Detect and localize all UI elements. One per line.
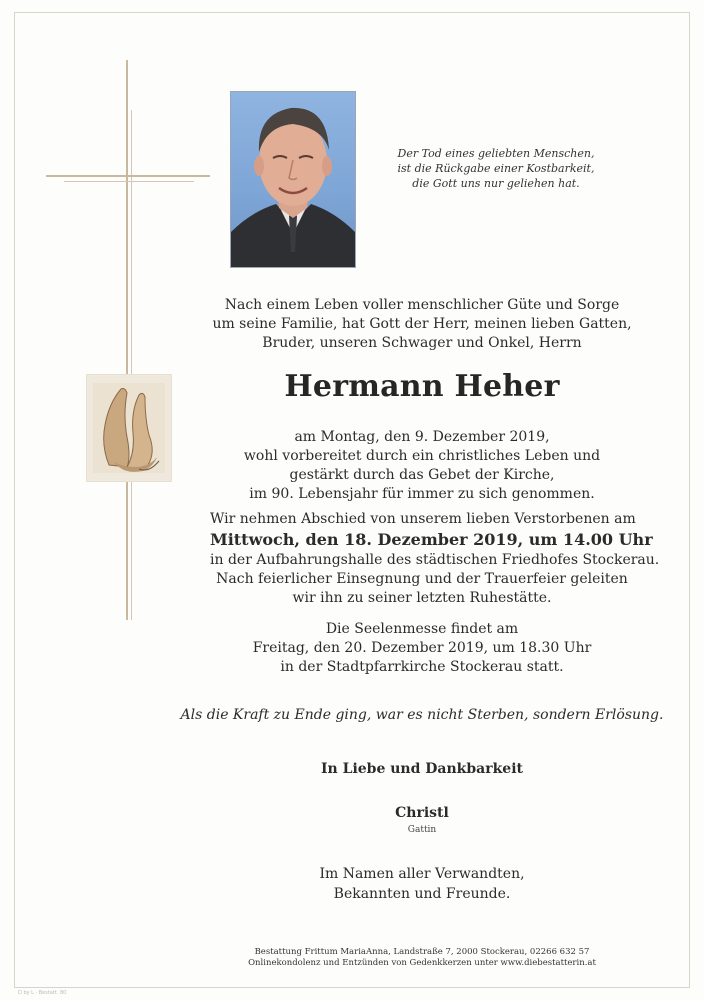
family-signature [210, 864, 634, 904]
intro-line: um seine Familie, hat Gott der Herr, meinen lieben Gatten, [212, 316, 632, 332]
cross-vertical-bar-inner [131, 110, 132, 620]
family-line: Im Namen aller Verwandten, [319, 866, 525, 882]
deceased-name: Hermann Heher [284, 369, 560, 404]
death-line: wohl vorbereitet durch ein christliches Leben und [243, 448, 601, 464]
death-line: gestärkt durch das Gebet der Kirche, [289, 467, 555, 483]
funeral-details [210, 510, 660, 608]
family-line: Bekannten und Freunde. [333, 886, 511, 902]
portrait-illustration [231, 92, 355, 267]
intro-line: Nach einem Leben voller menschlicher Güte und Sorge [224, 297, 620, 313]
cross-horizontal-bar-inner [64, 181, 194, 182]
closing-motto: Als die Kraft zu Ende ging, war es nicht Sterben, sondern Erlösung. [180, 707, 664, 723]
praying-hands-image [86, 374, 172, 482]
intro-line: Bruder, unseren Schwager und Onkel, Herrn [262, 335, 582, 351]
praying-hands-illustration [87, 375, 171, 481]
signer-name: Christl [395, 805, 449, 821]
intro-text [210, 296, 634, 353]
footer-address: Bestattung Frittum MariaAnna, Landstraße 7, 2000 Stockerau, 02266 632 57 [254, 947, 590, 957]
requiem-mass-details [210, 620, 634, 677]
quote-line: ist die Rückgabe einer Kostbarkeit, [397, 162, 595, 175]
death-line: am Montag, den 9. Dezember 2019, [294, 429, 550, 445]
cross-vertical-bar [126, 60, 128, 620]
farewell-line: wir ihn zu seiner letzten Ruhestätte. [292, 590, 552, 606]
funeral-home-footer [210, 947, 634, 969]
quote-line: Der Tod eines geliebten Menschen, [397, 147, 595, 160]
mass-line: Freitag, den 20. Dezember 2019, um 18.30 Uhr [252, 640, 592, 656]
cross-horizontal-bar [46, 175, 210, 177]
farewell-line: in der Aufbahrungshalle des städtischen Friedhofes Stockerau. [210, 552, 660, 568]
farewell-line: Nach feierlicher Einsegnung und der Trauerfeier geleiten [216, 571, 628, 587]
signer-relation: Gattin [407, 825, 437, 835]
death-notice [210, 428, 634, 504]
death-line: im 90. Lebensjahr für immer zu sich genommen. [249, 486, 595, 502]
closing-phrase: In Liebe und Dankbarkeit [321, 761, 523, 777]
print-mark: D by L · Bestatt. 80 [18, 990, 67, 996]
footer-website: Onlinekondolenz und Entzünden von Gedenkkerzen unter www.diebestatterin.at [248, 958, 596, 968]
memorial-quote [392, 146, 600, 191]
portrait-photo [230, 91, 356, 268]
mass-line: in der Stadtpfarrkirche Stockerau statt. [280, 659, 564, 675]
quote-line: die Gott uns nur geliehen hat. [412, 177, 580, 190]
mass-line: Die Seelenmesse findet am [325, 621, 519, 637]
farewell-line: Wir nehmen Abschied von unserem lieben Verstorbenen am [210, 511, 636, 527]
funeral-date-time: Mittwoch, den 18. Dezember 2019, um 14.00 Uhr [210, 530, 653, 549]
